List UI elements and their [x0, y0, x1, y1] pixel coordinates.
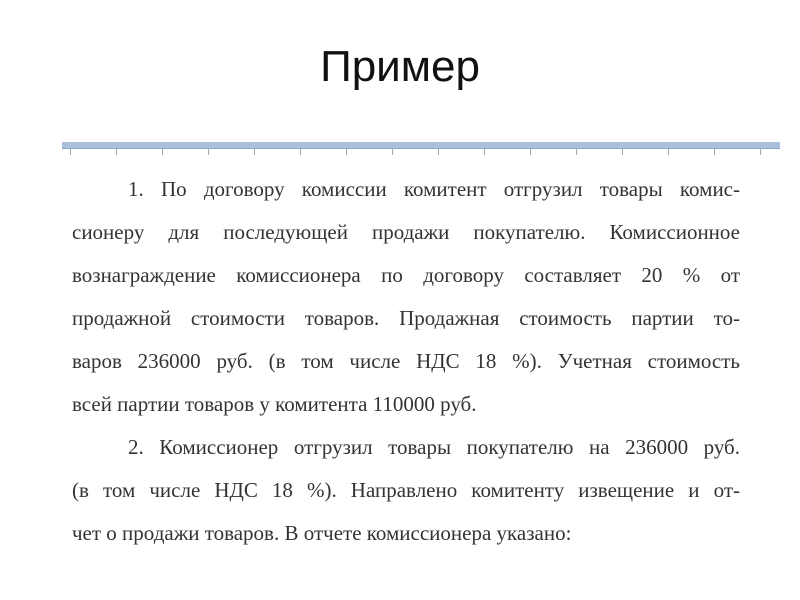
paragraph-1-line-6: всей партии товаров у комитента 110000 руб.	[72, 392, 477, 416]
document-text	[72, 168, 740, 555]
slide-title: Пример	[320, 42, 480, 91]
document-ruler	[62, 142, 780, 149]
paragraph-2-line-3: чет о продажи товаров. В отчете комиссионера указано:	[72, 521, 572, 545]
paragraph-1-line-4: продажной стоимости товаров. Продажная стоимость партии то-	[72, 306, 740, 330]
ruler-ticks	[62, 149, 780, 157]
paragraph-2-line-2: (в том числе НДС 18 %). Направлено комитенту извещение и от-	[72, 478, 740, 502]
paragraph-1-line-5: варов 236000 руб. (в том числе НДС 18 %). Учетная стоимость	[72, 349, 740, 373]
paragraph-1-line-3: вознаграждение комиссионера по договору составляет 20 % от	[72, 263, 740, 287]
paragraph-1-line-1: 1. По договору комиссии комитент отгрузил товары комис-	[128, 177, 740, 201]
paragraph-1-line-2: сионеру для последующей продажи покупателю. Комиссионное	[72, 220, 740, 244]
paragraph-2-line-1: 2. Комиссионер отгрузил товары покупателю на 236000 руб.	[128, 435, 740, 459]
document-excerpt	[62, 142, 780, 562]
